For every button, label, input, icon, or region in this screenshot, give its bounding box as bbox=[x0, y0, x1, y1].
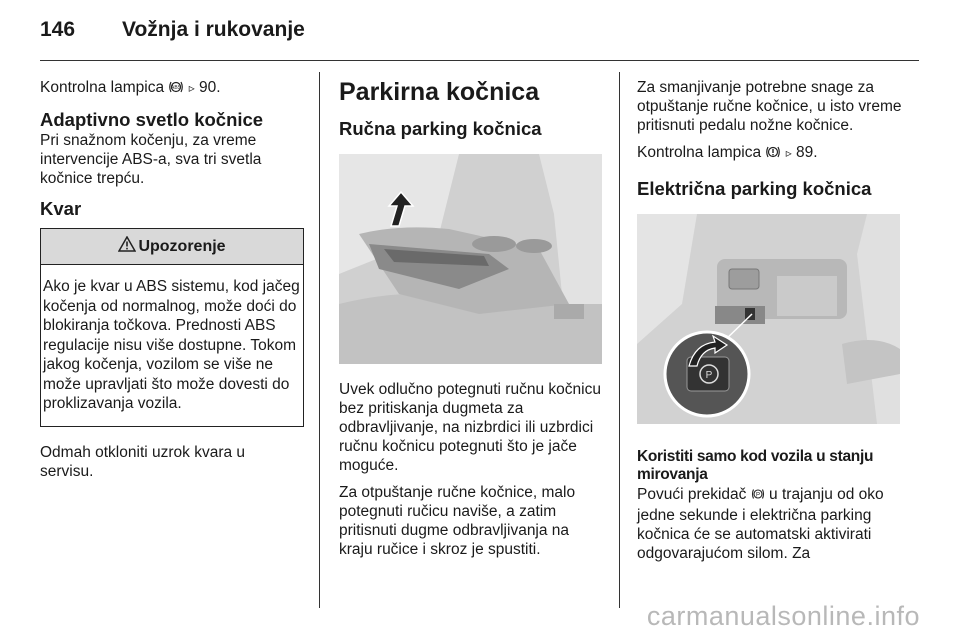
warning-box bbox=[40, 228, 304, 427]
chapter-title: Vožnja i rukovanje bbox=[122, 18, 305, 41]
column-divider-2 bbox=[619, 72, 620, 608]
page-reference-arrow-icon: ▹ bbox=[188, 81, 195, 95]
hand-brake-illustration bbox=[339, 154, 602, 364]
header-divider bbox=[40, 60, 919, 61]
brake-warning-lamp-icon bbox=[765, 145, 781, 164]
watermark: carmanualsonline.info bbox=[646, 601, 920, 631]
electric-brake-para: Povući prekidač P u trajanju od oko jedne sekunde i električna parking kočnica će se automatski aktivirati odgovarajućom silom. Za bbox=[637, 486, 884, 562]
electric-brake-heading: Električna parking kočnica bbox=[637, 178, 872, 199]
hand-brake-para-1: Uvek odlučno potegnuti ručnu kočnicu bez pritiskanja dugmeta za odbravljivanje, na nizbrdici ili uzbrdici ručnu kočnicu potegnuti što je jače moguće. bbox=[339, 381, 601, 474]
warning-title: Upozorenje bbox=[138, 238, 226, 255]
column-left bbox=[40, 78, 310, 481]
brake-lamp-line: Kontrolna lampica ▹ 89. bbox=[637, 143, 905, 164]
warning-header bbox=[41, 229, 303, 265]
stationary-note: Koristiti samo kod vozila u stanju mirovanja bbox=[637, 448, 874, 483]
column-middle bbox=[339, 78, 605, 559]
svg-text:P: P bbox=[755, 492, 760, 499]
page-header bbox=[40, 14, 920, 54]
abs-lamp-line: Kontrolna lampica ABS ▹ 90. bbox=[40, 78, 310, 99]
service-text: Odmah otkloniti uzrok kvara u servisu. bbox=[40, 443, 246, 480]
parking-brake-title: Parkirna kočnica bbox=[339, 78, 540, 106]
hand-brake-subtitle: Ručna parking kočnica bbox=[339, 118, 542, 139]
warning-text: Ako je kvar u ABS sistemu, kod jačeg kočenja od normalnog, može doći do blokiranja točkova. Prednosti ABS regulacije nisu više dostupne. Tokom jakog kočenja, vozilom se više ne može upravljati što može dovesti do proklizavanja vozila. bbox=[43, 278, 300, 412]
svg-text:ABS: ABS bbox=[171, 85, 182, 91]
page-reference[interactable]: 90. bbox=[199, 79, 221, 96]
page-reference-arrow-icon: ▹ bbox=[785, 146, 792, 160]
adaptive-brake-light-text: Pri snažnom kočenju, za vreme intervencije ABS-a, sva tri svetla kočnice trepću. bbox=[40, 132, 262, 187]
electric-brake-illustration bbox=[637, 214, 900, 424]
abs-warning-lamp-icon bbox=[168, 80, 184, 99]
warning-triangle-icon bbox=[118, 236, 136, 257]
page-number: 146 bbox=[40, 18, 76, 41]
hand-brake-para-2: Za otpuštanje ručne kočnice, malo potegnuti ručicu naviše, a zatim pritisnuti dugme odbravljivanja na kraju ručice i skroz je spustiti. bbox=[339, 484, 576, 558]
column-divider-1 bbox=[319, 72, 320, 608]
fault-heading: Kvar bbox=[40, 198, 82, 219]
svg-text:P: P bbox=[705, 370, 713, 381]
adaptive-brake-light-heading: Adaptivno svetlo kočnice bbox=[40, 109, 264, 130]
page-reference[interactable]: 89. bbox=[796, 144, 818, 161]
parking-brake-switch-icon bbox=[751, 487, 765, 506]
column-right bbox=[637, 78, 905, 563]
foot-brake-para: Za smanjivanje potrebne snage za otpuštanje ručne kočnice, u isto vreme pritisnuti pedalu nožne kočnice. bbox=[637, 79, 902, 134]
